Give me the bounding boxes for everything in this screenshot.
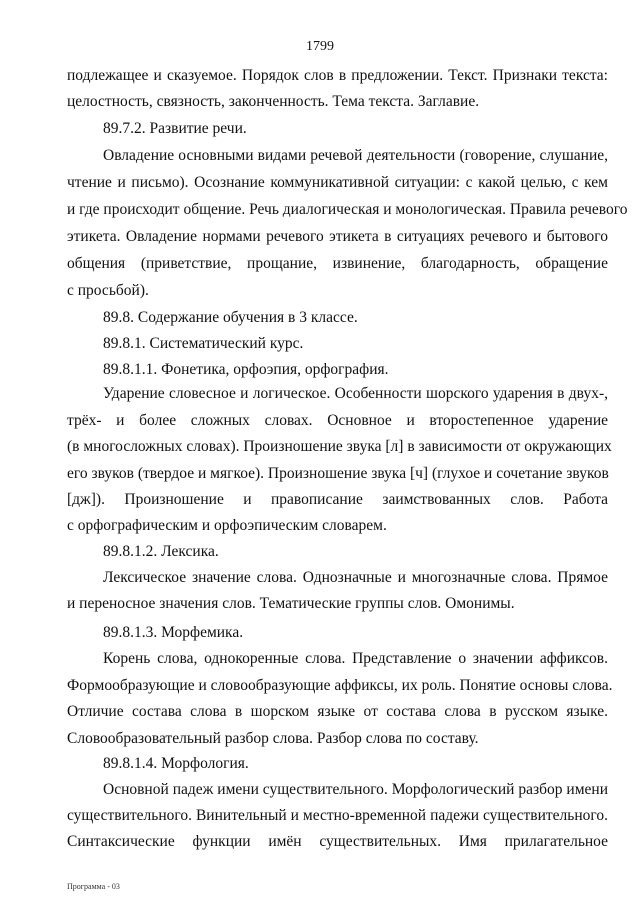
- text-line: (в многосложных словах). Произношение звука [л] в зависимости от окружающих: [67, 438, 612, 455]
- section-heading: 89.7.2. Развитие речи.: [103, 120, 247, 137]
- text-line: Овладение основными видами речевой деятельности (говорение, слушание,: [103, 147, 608, 164]
- text-line: Отличие состава слова в шорском языке от состава слова в русском языке.: [67, 703, 608, 720]
- page-number: 1799: [306, 39, 334, 54]
- text-line: Словообразовательный разбор слова. Разбор слова по составу.: [67, 730, 479, 747]
- section-heading: 89.8.1. Систематический курс.: [103, 335, 304, 352]
- text-line: общения (приветствие, прощание, извинение, благодарность, обращение: [67, 255, 608, 272]
- text-line: существительного. Винительный и местно-временной падежи существительного.: [67, 807, 608, 824]
- text-line: чтение и письмо). Осознание коммуникативной ситуации: с какой целью, с кем: [67, 174, 608, 191]
- section-heading: 89.8. Содержание обучения в 3 классе.: [103, 309, 358, 326]
- text-line: с просьбой).: [67, 282, 149, 299]
- text-line: этикета. Овладение нормами речевого этикета в ситуациях речевого и бытового: [67, 228, 608, 245]
- text-line: и где происходит общение. Речь диалогическая и монологическая. Правила речевого: [67, 201, 628, 218]
- text-line: целостность, связность, законченность. Тема текста. Заглавие.: [67, 93, 480, 110]
- text-line: Формообразующие и словообразующие аффиксы, их роль. Понятие основы слова.: [67, 677, 613, 694]
- section-heading: 89.8.1.1. Фонетика, орфоэпия, орфография.: [103, 361, 389, 378]
- text-line: Лексическое значение слова. Однозначные и многозначные слова. Прямое: [103, 569, 608, 586]
- footer-label: Программа - 03: [67, 882, 120, 891]
- section-heading: 89.8.1.4. Морфология.: [103, 755, 249, 772]
- text-line: Корень слова, однокоренные слова. Представление о значении аффиксов.: [103, 650, 608, 667]
- text-line: Ударение словесное и логическое. Особенности шорского ударения в двух-,: [103, 385, 608, 402]
- text-line: [дж]). Произношение и правописание заимствованных слов. Работа: [67, 491, 608, 508]
- text-line: подлежащее и сказуемое. Порядок слов в предложении. Текст. Признаки текста:: [67, 67, 608, 84]
- text-line: Основной падеж имени существительного. Морфологический разбор имени: [103, 781, 608, 798]
- text-line: с орфографическим и орфоэпическим словарем.: [67, 517, 387, 534]
- text-line: трёх- и более сложных словах. Основное и второстепенное ударение: [67, 412, 608, 429]
- text-line: Синтаксические функции имён существительных. Имя прилагательное: [67, 833, 608, 850]
- section-heading: 89.8.1.2. Лексика.: [103, 543, 219, 560]
- section-heading: 89.8.1.3. Морфемика.: [103, 624, 244, 641]
- text-line: и переносное значения слов. Тематические группы слов. Омонимы.: [67, 595, 515, 612]
- text-line: его звуков (твердое и мягкое). Произношение звука [ч] (глухое и сочетание звуков: [67, 465, 609, 482]
